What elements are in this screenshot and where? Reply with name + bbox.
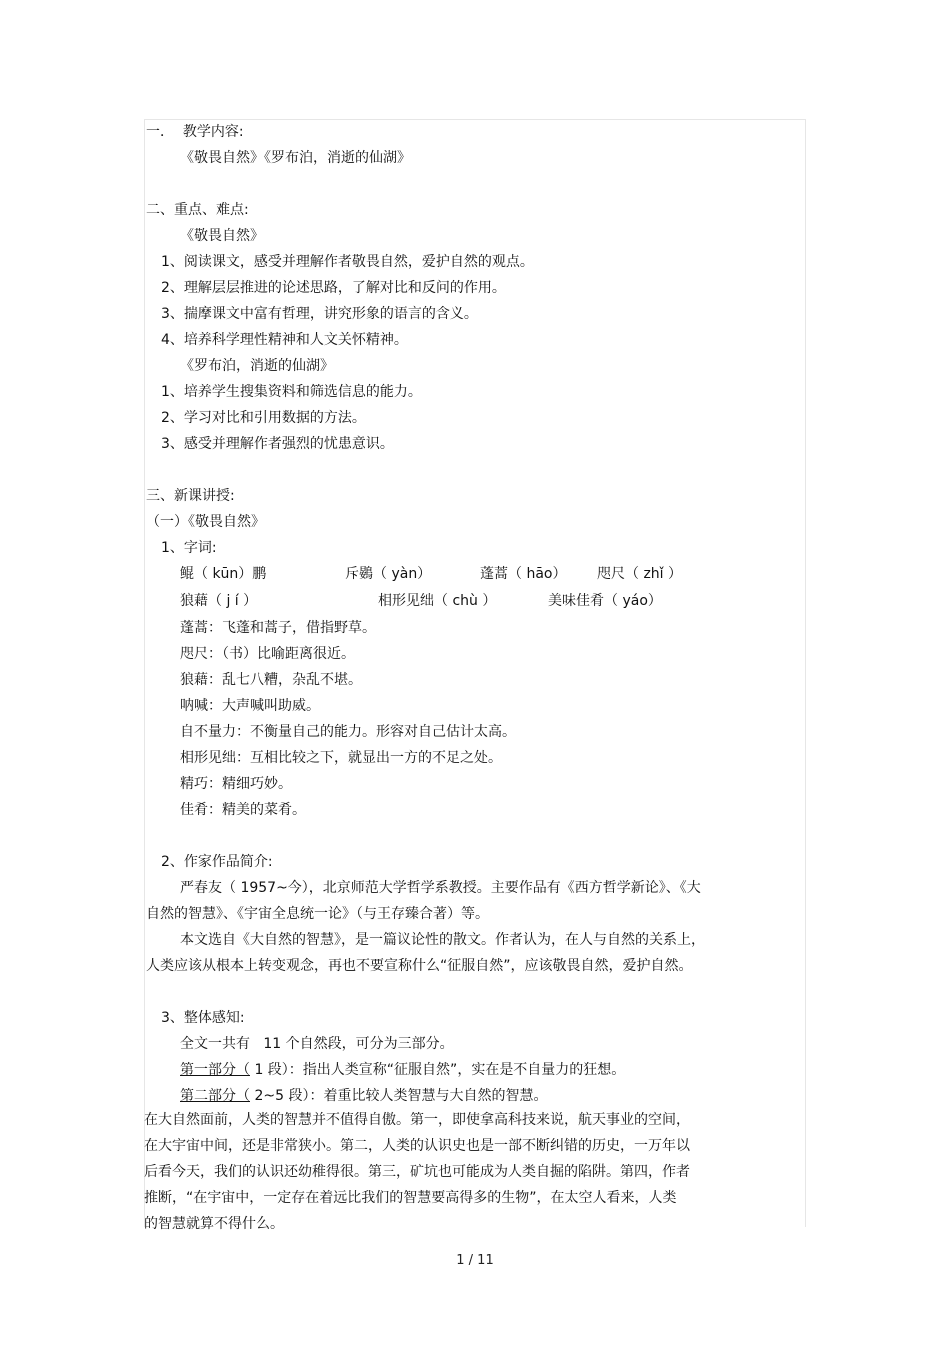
part1-title: 《敬畏自然》 <box>180 228 264 244</box>
page-number: 1 / 11 <box>456 1253 494 1268</box>
paragraph-line: 在大自然面前，人类的智慧并不值得自傲。第一，即使拿高科技来说，航天事业的空间， <box>144 1112 690 1128</box>
paragraph-line: 自然的智慧》、《宇宙全息统一论》（与王存臻合著）等。 <box>146 906 489 922</box>
overall-title: 3、整体感知: <box>161 1010 245 1026</box>
list-item: 2、学习对比和引用数据的方法。 <box>161 410 366 426</box>
list-item: 4、培养科学理性精神和人文关怀精神。 <box>161 332 408 348</box>
definition-line: 蓬蒿：飞蓬和蒿子，借指野草。 <box>180 620 376 636</box>
part-one-label: 第一部分（ <box>180 1062 250 1078</box>
pinyin-entry: 相形见绌（ chù ） <box>378 593 497 609</box>
section-heading-1: 一． 教学内容: <box>146 124 244 140</box>
pinyin-entry: 蓬蒿（ hāo） <box>480 566 567 582</box>
paragraph-line: 推断，“在宇宙中，一定存在着远比我们的智慧要高得多的生物”，在太空人看来，人类 <box>144 1190 677 1206</box>
texts-line: 《敬畏自然》《罗布泊，消逝的仙湖》 <box>180 150 411 166</box>
definition-line: 咫尺：（书）比喻距离很近。 <box>180 646 355 662</box>
definition-line: 呐喊：大声喊叫助威。 <box>180 698 320 714</box>
part-two-line <box>180 1087 547 1105</box>
definition-line: 佳肴：精美的菜肴。 <box>180 802 306 818</box>
paragraph-line: 后看今天，我们的认识还幼稚得很。第三，矿坑也可能成为人类自掘的陷阱。第四，作者 <box>144 1164 690 1180</box>
pinyin-entry: 狼藉（ j í ） <box>180 593 258 609</box>
section-heading-2: 二、重点、难点: <box>146 202 249 218</box>
paragraph-line: 本文选自《大自然的智慧》，是一篇议论性的散文。作者认为，在人与自然的关系上， <box>180 932 705 948</box>
list-item: 3、感受并理解作者强烈的忧患意识。 <box>161 436 394 452</box>
part-one-line <box>180 1061 625 1079</box>
part-two-label: 第二部分（ <box>180 1088 250 1104</box>
pinyin-entry: 斥鷃（ yàn） <box>345 566 432 582</box>
subsection-title: （一）《敬畏自然》 <box>146 514 265 530</box>
definition-line: 狼藉：乱七八糟，杂乱不堪。 <box>180 672 362 688</box>
pinyin-entry: 咫尺（ zhǐ ） <box>597 566 683 582</box>
part-two-text: 2~5 段）：着重比较人类智慧与大自然的智慧。 <box>250 1088 548 1104</box>
list-item: 3、揣摩课文中富有哲理，讲究形象的语言的含义。 <box>161 306 478 322</box>
pinyin-entry: 鲲（ kūn）鹏 <box>180 566 267 582</box>
author-title: 2、作家作品简介: <box>161 854 273 870</box>
vocab-title: 1、字词: <box>161 540 217 556</box>
definition-line: 自不量力：不衡量自己的能力。形容对自己估计太高。 <box>180 724 516 740</box>
paragraph-line: 在大宇宙中间，还是非常狭小。第二，人类的认识史也是一部不断纠错的历史，一万年以 <box>144 1138 690 1154</box>
part-one-text: 1 段）：指出人类宣称“征服自然”，实在是不自量力的狂想。 <box>250 1062 626 1078</box>
definition-line: 精巧：精细巧妙。 <box>180 776 292 792</box>
list-item: 2、理解层层推进的论述思路，了解对比和反问的作用。 <box>161 280 506 296</box>
list-item: 1、阅读课文，感受并理解作者敬畏自然，爱护自然的观点。 <box>161 254 534 270</box>
part2-title: 《罗布泊，消逝的仙湖》 <box>180 358 334 374</box>
definition-line: 相形见绌：互相比较之下，就显出一方的不足之处。 <box>180 750 502 766</box>
overall-intro: 全文一共有 11 个自然段，可分为三部分。 <box>180 1036 454 1052</box>
section-heading-3: 三、新课讲授: <box>146 488 235 504</box>
paragraph-line: 严春友（ 1957~今），北京师范大学哲学系教授。主要作品有《西方哲学新论》、《大 <box>180 880 701 896</box>
pinyin-entry: 美味佳肴（ yáo） <box>548 593 662 609</box>
list-item: 1、培养学生搜集资料和筛选信息的能力。 <box>161 384 422 400</box>
paragraph-line: 的智慧就算不得什么。 <box>144 1216 284 1232</box>
paragraph-line: 人类应该从根本上转变观念，再也不要宣称什么“征服自然”，应该敬畏自然，爱护自然。 <box>146 958 693 974</box>
